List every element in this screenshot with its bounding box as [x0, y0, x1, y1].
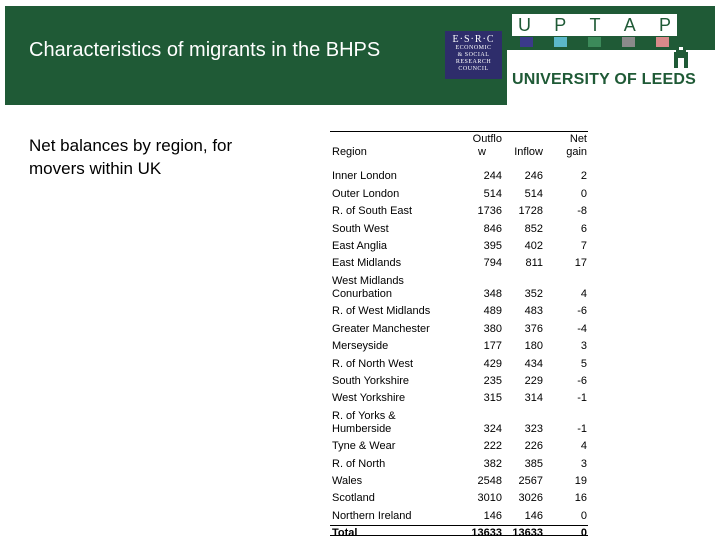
net-gain-cell: -6	[577, 374, 587, 387]
net-gain-cell: -6	[577, 305, 587, 318]
net-gain-cell: 19	[574, 475, 587, 488]
inflow-cell: 3026	[518, 492, 543, 505]
region-cell-group	[332, 275, 404, 301]
region-cell: Inner London	[332, 170, 397, 183]
uptap-square	[588, 37, 601, 47]
uptap-letter: A	[623, 15, 636, 35]
inflow-cell: 402	[524, 239, 543, 252]
esrc-logo-mark: E·S·R·C	[452, 34, 495, 45]
outflow-cell: 3010	[477, 492, 502, 505]
net-gain-cell: 17	[574, 257, 587, 270]
net-gain-cell: 0	[580, 509, 587, 522]
uptap-letter: U	[518, 15, 531, 35]
net-gain-cell: -1	[577, 422, 587, 435]
inflow-cell: 146	[524, 509, 543, 522]
inflow-cell: 852	[524, 222, 543, 235]
net-gain-cell: -1	[577, 392, 587, 405]
table-row	[330, 438, 588, 455]
outflow-cell: 315	[483, 392, 502, 405]
outflow-cell: 235	[483, 374, 502, 387]
table-row	[330, 168, 588, 185]
region-cell: Tyne & Wear	[332, 440, 396, 453]
total-outflow: 13633	[471, 527, 502, 540]
region-cell: Outer London	[332, 187, 400, 200]
esrc-logo-line: COUNCIL	[458, 66, 489, 72]
slide-header	[0, 0, 720, 105]
table-row	[330, 185, 588, 202]
region-cell: West Midlands	[332, 274, 404, 287]
inflow-cell: 483	[524, 305, 543, 318]
inflow-cell: 1728	[518, 205, 543, 218]
table-row	[330, 407, 588, 438]
region-cell: Merseyside	[332, 340, 389, 353]
region-cell: South Yorkshire	[332, 374, 410, 387]
net-gain-cell: 5	[580, 357, 587, 370]
region-cell: R. of South East	[332, 205, 413, 218]
uptap-logo	[512, 14, 677, 36]
outflow-cell: 380	[483, 322, 502, 335]
esrc-logo-line: & SOCIAL	[457, 52, 490, 58]
uptap-square	[656, 37, 669, 47]
region-cell-cont: Conurbation	[332, 287, 392, 300]
inflow-cell: 314	[524, 392, 543, 405]
inflow-cell: 811	[525, 257, 543, 270]
region-cell: R. of North West	[332, 357, 414, 370]
region-cell: East Midlands	[332, 257, 402, 270]
region-cell: Northern Ireland	[332, 509, 412, 522]
region-cell: R. of North	[332, 457, 386, 470]
region-cell-group	[332, 410, 396, 436]
uptap-letter: P	[658, 15, 671, 35]
region-cell: South West	[332, 222, 389, 235]
table-row	[330, 507, 588, 524]
table-row	[330, 320, 588, 337]
uptap-square	[520, 37, 533, 47]
outflow-cell: 1736	[477, 205, 502, 218]
net-gain-cell: 16	[574, 492, 587, 505]
total-label: Total	[332, 527, 358, 540]
table-row	[330, 373, 588, 390]
table-row	[330, 303, 588, 320]
inflow-cell: 180	[524, 340, 543, 353]
inflow-cell: 514	[524, 187, 543, 200]
net-gain-cell: 4	[580, 287, 587, 300]
parkinson-tower-icon	[671, 38, 691, 68]
table-row	[330, 338, 588, 355]
outflow-cell: 429	[483, 357, 502, 370]
table-row	[330, 355, 588, 372]
inflow-cell: 385	[524, 457, 543, 470]
outflow-cell: 489	[483, 305, 502, 318]
inflow-cell: 229	[524, 374, 543, 387]
outflow-cell: 794	[483, 257, 502, 270]
outflow-cell: 846	[483, 222, 502, 235]
header-net: Net	[569, 133, 587, 145]
esrc-logo-line: RESEARCH	[455, 59, 492, 65]
table-row	[330, 255, 588, 272]
table-top-rule	[330, 131, 588, 132]
inflow-cell: 226	[524, 440, 543, 453]
outflow-cell: 514	[483, 187, 502, 200]
region-cell: R. of Yorks &	[332, 409, 396, 422]
net-gain-cell: 3	[580, 457, 587, 470]
header-region: Region	[332, 146, 367, 158]
net-gain-cell: -8	[577, 205, 587, 218]
university-name: UNIVERSITY OF LEEDS	[512, 71, 696, 88]
inflow-cell: 434	[524, 357, 543, 370]
net-gain-cell: -4	[577, 322, 587, 335]
inflow-cell: 352	[524, 287, 543, 300]
table-row	[330, 455, 588, 472]
table-row	[330, 272, 588, 303]
uptap-color-squares	[517, 37, 672, 47]
outflow-cell: 382	[483, 457, 502, 470]
region-cell-cont: Humberside	[332, 422, 392, 435]
outflow-cell: 177	[483, 340, 502, 353]
net-gain-cell: 3	[580, 340, 587, 353]
outflow-cell: 244	[483, 170, 502, 183]
table-body	[330, 168, 588, 540]
uptap-square	[622, 37, 635, 47]
table-total-row	[330, 525, 588, 540]
table-row	[330, 238, 588, 255]
region-cell: East Anglia	[332, 239, 388, 252]
net-gain-cell: 6	[580, 222, 587, 235]
net-gain-cell: 0	[580, 187, 587, 200]
table-row	[330, 490, 588, 507]
outflow-cell: 395	[483, 239, 502, 252]
region-cell: R. of West Midlands	[332, 305, 431, 318]
table-row	[330, 203, 588, 220]
header-net-gain: gain	[566, 146, 587, 158]
esrc-logo-line: ECONOMIC	[455, 45, 492, 51]
net-gain-cell: 4	[580, 440, 587, 453]
total-inflow: 13633	[512, 527, 543, 540]
inflow-cell: 246	[524, 170, 543, 183]
esrc-logo	[445, 31, 502, 79]
total-net-gain: 0	[580, 527, 587, 540]
slide-title: Characteristics of migrants in the BHPS	[29, 39, 381, 61]
slide-subtitle: Net balances by region, for movers within UK	[29, 136, 233, 178]
uptap-letter: T	[589, 15, 601, 35]
outflow-cell: 348	[483, 287, 502, 300]
net-gain-cell: 7	[580, 239, 587, 252]
outflow-cell: 2548	[477, 475, 502, 488]
table-bottom-rule	[330, 535, 588, 536]
region-cell: Scotland	[332, 492, 375, 505]
table-row	[330, 220, 588, 237]
inflow-cell: 323	[524, 422, 543, 435]
region-cell: West Yorkshire	[332, 392, 406, 405]
header-outflow: Outflo	[472, 133, 502, 145]
table-row	[330, 473, 588, 490]
uptap-square	[554, 37, 567, 47]
inflow-cell: 376	[524, 322, 543, 335]
outflow-cell: 222	[483, 440, 502, 453]
uptap-letter: P	[554, 15, 567, 35]
region-cell: Wales	[332, 475, 363, 488]
inflow-cell: 2567	[518, 475, 543, 488]
header-inflow: Inflow	[514, 146, 543, 158]
outflow-cell: 146	[483, 509, 502, 522]
net-gain-cell: 2	[580, 170, 587, 183]
region-cell: Greater Manchester	[332, 322, 430, 335]
outflow-cell: 324	[483, 422, 502, 435]
table-row	[330, 390, 588, 407]
header-outflow-cont: w	[478, 146, 486, 158]
